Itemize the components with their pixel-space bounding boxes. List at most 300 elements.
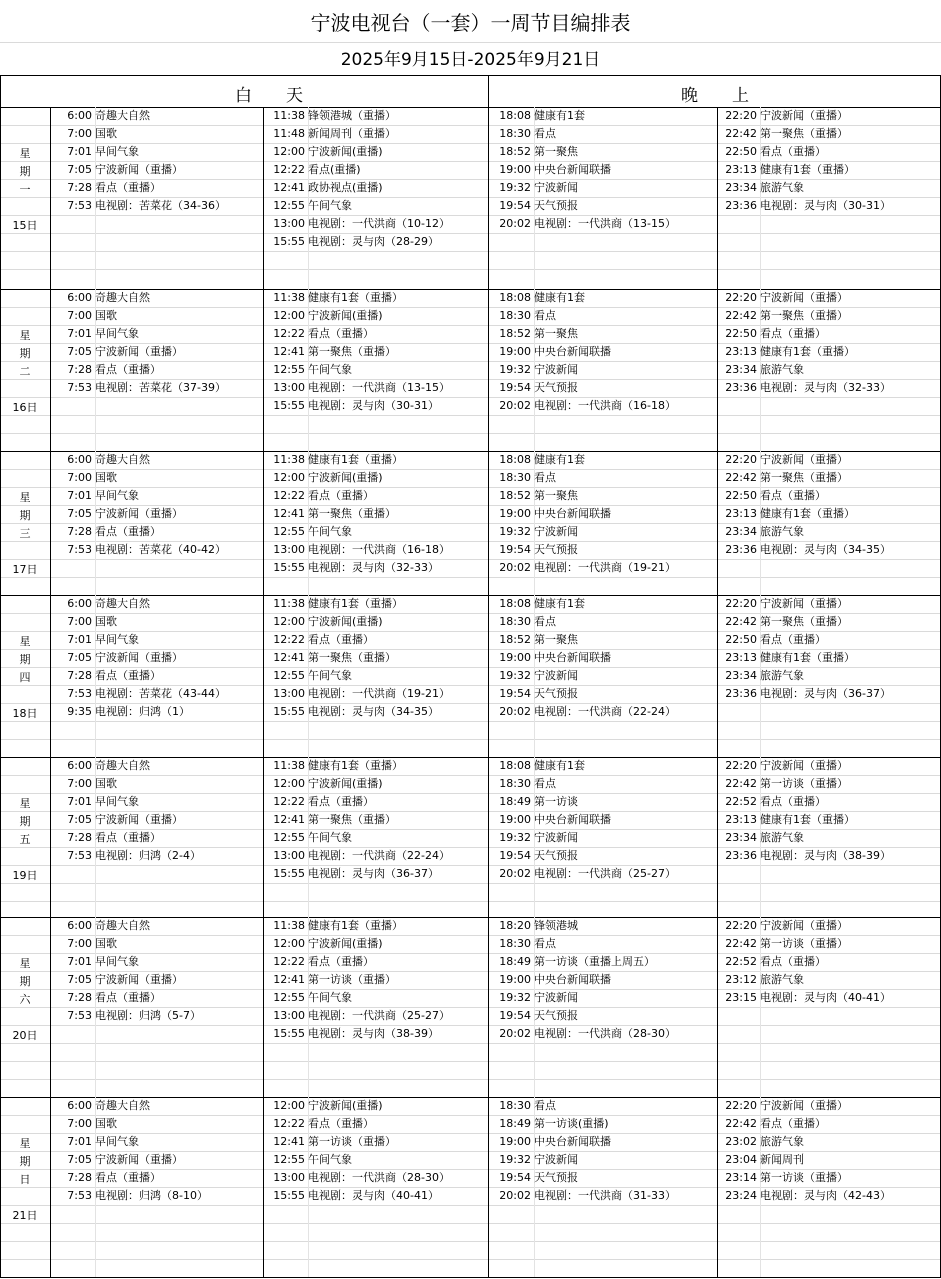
program-name: 宁波新闻（重播）	[760, 919, 848, 932]
weekday-char: 星	[19, 147, 31, 160]
program-time: 7:01	[67, 955, 92, 968]
program-name: 电视剧：一代洪商（13-15）	[308, 381, 450, 394]
program-row	[719, 775, 891, 793]
program-time: 11:38	[273, 597, 305, 610]
program-row	[52, 631, 226, 649]
program-row	[265, 613, 450, 631]
program-row	[719, 1151, 891, 1169]
program-name: 第一访谈	[534, 795, 578, 808]
program-name: 天气预报	[534, 199, 578, 212]
program-row	[265, 289, 450, 307]
program-time: 12:41	[273, 813, 305, 826]
table-border	[717, 107, 718, 1278]
program-name: 电视剧：灵与肉（36-37）	[308, 867, 439, 880]
program-row	[265, 325, 450, 343]
program-time: 19:54	[499, 687, 531, 700]
night-header: 晚 上	[681, 86, 749, 106]
program-time: 15:55	[273, 1189, 305, 1202]
program-row	[491, 361, 676, 379]
program-name: 电视剧：一代洪商（10-12）	[308, 217, 450, 230]
evening-programs	[491, 595, 676, 721]
grid-line	[0, 577, 941, 578]
program-row	[52, 143, 226, 161]
program-time: 11:38	[273, 291, 305, 304]
program-name: 电视剧：灵与肉（34-35）	[760, 543, 891, 556]
grid-line	[0, 269, 941, 270]
program-time: 22:42	[725, 937, 757, 950]
program-time: 22:42	[725, 777, 757, 790]
program-time: 7:00	[67, 127, 92, 140]
program-row	[52, 1169, 208, 1187]
program-name: 看点	[534, 309, 556, 322]
program-row	[265, 307, 450, 325]
program-time: 18:52	[499, 633, 531, 646]
night-programs	[719, 107, 891, 215]
program-name: 国歌	[95, 471, 117, 484]
program-name: 健康有1套	[534, 759, 585, 772]
program-name: 中央台新闻联播	[534, 507, 611, 520]
program-time: 22:52	[725, 795, 757, 808]
program-time: 12:22	[273, 795, 305, 808]
program-row	[491, 161, 676, 179]
program-time: 20:02	[499, 867, 531, 880]
program-row	[52, 829, 201, 847]
program-time: 20:02	[499, 217, 531, 230]
program-time: 12:41	[273, 1135, 305, 1148]
grid-line	[0, 721, 941, 722]
weekday-char: 四	[19, 671, 31, 684]
program-row	[265, 397, 450, 415]
program-name: 看点（重播）	[760, 955, 826, 968]
program-row	[719, 953, 891, 971]
program-name: 看点（重播）	[308, 633, 374, 646]
program-time: 7:05	[67, 345, 92, 358]
noon-programs	[265, 107, 450, 251]
program-row	[719, 1115, 891, 1133]
program-time: 22:42	[725, 471, 757, 484]
program-name: 中央台新闻联播	[534, 345, 611, 358]
program-time: 18:08	[499, 291, 531, 304]
program-row	[719, 989, 891, 1007]
program-row	[52, 1151, 208, 1169]
program-name: 旅游气象	[760, 363, 804, 376]
program-time: 19:32	[499, 1153, 531, 1166]
program-name: 电视剧：苦菜花（34-36）	[95, 199, 226, 212]
program-name: 宁波新闻	[534, 669, 578, 682]
program-time: 19:00	[499, 1135, 531, 1148]
program-time: 7:53	[67, 687, 92, 700]
spacer	[0, 199, 50, 217]
program-name: 看点（重播）	[760, 327, 826, 340]
program-row	[265, 829, 450, 847]
program-row	[719, 469, 891, 487]
program-time: 19:54	[499, 1171, 531, 1184]
program-row	[491, 179, 676, 197]
program-name: 电视剧：归鸿（8-10）	[95, 1189, 208, 1202]
program-row	[491, 865, 676, 883]
program-row	[265, 161, 450, 179]
program-name: 奇趣大自然	[95, 1099, 150, 1112]
program-time: 12:41	[273, 507, 305, 520]
program-row	[265, 703, 450, 721]
program-name: 健康有1套	[534, 597, 585, 610]
program-time: 12:55	[273, 363, 305, 376]
day-label	[0, 489, 50, 579]
weekday-char: 星	[19, 329, 31, 342]
program-row	[52, 161, 226, 179]
program-row	[719, 361, 891, 379]
program-name: 午间气象	[308, 199, 352, 212]
title-divider	[0, 42, 941, 43]
program-row	[52, 793, 201, 811]
spacer	[0, 1009, 50, 1027]
program-name: 电视剧：灵与肉（28-29）	[308, 235, 439, 248]
program-time: 23:02	[725, 1135, 757, 1148]
program-name: 第一访谈（重播）	[760, 1171, 848, 1184]
weekday-char: 期	[19, 347, 31, 360]
program-name: 午间气象	[308, 669, 352, 682]
table-border	[0, 75, 1, 1278]
program-row	[52, 1115, 208, 1133]
program-time: 23:15	[725, 991, 757, 1004]
program-row	[491, 523, 676, 541]
program-time: 7:28	[67, 991, 92, 1004]
program-row	[52, 667, 226, 685]
morning-programs	[52, 451, 226, 559]
program-name: 健康有1套	[534, 453, 585, 466]
program-time: 23:34	[725, 831, 757, 844]
program-time: 20:02	[499, 705, 531, 718]
program-row	[52, 971, 201, 989]
program-name: 宁波新闻(重播)	[308, 145, 383, 158]
program-row	[719, 307, 891, 325]
program-name: 宁波新闻(重播)	[308, 937, 383, 950]
program-row	[719, 649, 891, 667]
spacer	[0, 687, 50, 705]
program-name: 电视剧：灵与肉（40-41）	[308, 1189, 439, 1202]
program-time: 19:00	[499, 813, 531, 826]
program-row	[265, 935, 450, 953]
program-name: 宁波新闻(重播)	[308, 777, 383, 790]
program-name: 午间气象	[308, 831, 352, 844]
program-row	[719, 523, 891, 541]
program-name: 锋领港城（重播）	[308, 109, 396, 122]
program-time: 18:52	[499, 327, 531, 340]
program-row	[719, 917, 891, 935]
program-name: 电视剧：一代洪商（28-30）	[534, 1027, 676, 1040]
program-time: 7:05	[67, 651, 92, 664]
program-time: 23:13	[725, 813, 757, 826]
program-row	[719, 847, 891, 865]
program-name: 宁波新闻（重播）	[95, 163, 183, 176]
program-row	[491, 307, 676, 325]
program-row	[719, 757, 891, 775]
program-time: 7:05	[67, 1153, 92, 1166]
program-time: 18:30	[499, 127, 531, 140]
program-name: 宁波新闻（重播）	[95, 1153, 183, 1166]
program-row	[719, 505, 891, 523]
program-row	[265, 197, 450, 215]
program-time: 12:00	[273, 1099, 305, 1112]
program-time: 22:20	[725, 453, 757, 466]
program-row	[52, 107, 226, 125]
program-row	[52, 505, 226, 523]
program-row	[265, 125, 450, 143]
program-row	[491, 1133, 676, 1151]
program-time: 19:32	[499, 181, 531, 194]
program-time: 12:55	[273, 1153, 305, 1166]
program-name: 健康有1套（重播）	[760, 163, 855, 176]
program-name: 中央台新闻联播	[534, 651, 611, 664]
header-top-border	[0, 75, 941, 76]
program-time: 7:05	[67, 163, 92, 176]
program-time: 6:00	[67, 453, 92, 466]
program-row	[52, 1097, 208, 1115]
program-time: 23:36	[725, 543, 757, 556]
spacer	[0, 381, 50, 399]
program-row	[491, 505, 676, 523]
program-name: 电视剧：一代洪商（31-33）	[534, 1189, 676, 1202]
program-row	[265, 1025, 450, 1043]
morning-programs	[52, 757, 201, 865]
program-name: 天气预报	[534, 849, 578, 862]
program-time: 19:32	[499, 831, 531, 844]
weekday-char: 二	[19, 365, 31, 378]
day-label	[0, 1135, 50, 1225]
program-name: 早间气象	[95, 795, 139, 808]
program-row	[265, 505, 450, 523]
grid-line	[0, 1025, 941, 1026]
program-time: 13:00	[273, 543, 305, 556]
program-name: 午间气象	[308, 363, 352, 376]
program-row	[719, 935, 891, 953]
program-time: 12:55	[273, 991, 305, 1004]
program-time: 22:50	[725, 145, 757, 158]
program-time: 18:30	[499, 615, 531, 628]
program-time: 23:36	[725, 687, 757, 700]
grid-line	[0, 883, 941, 884]
program-time: 20:02	[499, 399, 531, 412]
program-name: 午间气象	[308, 991, 352, 1004]
program-row	[265, 811, 450, 829]
program-time: 12:41	[273, 181, 305, 194]
program-time: 22:20	[725, 1099, 757, 1112]
program-time: 18:08	[499, 109, 531, 122]
program-time: 12:22	[273, 633, 305, 646]
program-row	[52, 757, 201, 775]
program-name: 看点（重播）	[95, 363, 161, 376]
program-time: 23:04	[725, 1153, 757, 1166]
program-row	[491, 143, 676, 161]
program-row	[52, 307, 226, 325]
program-row	[52, 179, 226, 197]
program-name: 看点（重播）	[95, 181, 161, 194]
program-name: 健康有1套（重播）	[308, 597, 403, 610]
program-name: 电视剧：一代洪商（25-27）	[534, 867, 676, 880]
program-name: 奇趣大自然	[95, 759, 150, 772]
program-time: 12:00	[273, 309, 305, 322]
program-name: 宁波新闻	[534, 181, 578, 194]
weekday-char: 一	[19, 183, 31, 196]
day-label	[0, 633, 50, 723]
program-row	[719, 343, 891, 361]
program-time: 12:00	[273, 937, 305, 950]
program-name: 宁波新闻(重播)	[308, 309, 383, 322]
program-row	[265, 865, 450, 883]
program-name: 第一访谈（重播上周五）	[534, 955, 655, 968]
program-name: 第一访谈（重播）	[760, 777, 848, 790]
program-time: 22:50	[725, 633, 757, 646]
program-name: 电视剧：一代洪商（19-21）	[534, 561, 676, 574]
program-time: 12:00	[273, 145, 305, 158]
program-row	[491, 1169, 676, 1187]
morning-programs	[52, 1097, 208, 1205]
program-name: 健康有1套	[534, 291, 585, 304]
program-name: 奇趣大自然	[95, 597, 150, 610]
program-time: 7:00	[67, 777, 92, 790]
program-time: 23:36	[725, 199, 757, 212]
program-time: 22:52	[725, 955, 757, 968]
program-name: 宁波新闻	[534, 363, 578, 376]
program-row	[52, 649, 226, 667]
program-name: 第一聚焦（重播）	[308, 507, 396, 520]
program-row	[491, 757, 676, 775]
program-name: 第一访谈(重播)	[534, 1117, 609, 1130]
program-name: 健康有1套（重播）	[760, 345, 855, 358]
program-row	[265, 107, 450, 125]
program-name: 电视剧：灵与肉（42-43）	[760, 1189, 891, 1202]
grid-line	[0, 433, 941, 434]
program-row	[265, 1133, 450, 1151]
program-row	[491, 487, 676, 505]
program-name: 第一聚焦（重播）	[760, 127, 848, 140]
program-row	[491, 397, 676, 415]
program-row	[491, 811, 676, 829]
program-row	[719, 289, 891, 307]
program-time: 15:55	[273, 561, 305, 574]
program-name: 早间气象	[95, 489, 139, 502]
program-name: 旅游气象	[760, 973, 804, 986]
program-name: 奇趣大自然	[95, 109, 150, 122]
program-time: 22:42	[725, 127, 757, 140]
program-time: 15:55	[273, 705, 305, 718]
program-time: 12:55	[273, 199, 305, 212]
program-name: 电视剧：一代洪商（16-18）	[308, 543, 450, 556]
program-name: 看点（重播）	[95, 1171, 161, 1184]
program-time: 22:50	[725, 327, 757, 340]
program-time: 19:00	[499, 163, 531, 176]
program-time: 18:30	[499, 471, 531, 484]
program-row	[491, 703, 676, 721]
program-name: 电视剧：一代洪商（25-27）	[308, 1009, 450, 1022]
program-time: 13:00	[273, 217, 305, 230]
program-time: 6:00	[67, 1099, 92, 1112]
program-time: 22:20	[725, 919, 757, 932]
program-time: 7:28	[67, 831, 92, 844]
program-row	[52, 953, 201, 971]
program-time: 22:42	[725, 615, 757, 628]
program-name: 国歌	[95, 615, 117, 628]
program-name: 天气预报	[534, 1171, 578, 1184]
program-row	[265, 179, 450, 197]
program-row	[491, 541, 676, 559]
program-name: 奇趣大自然	[95, 919, 150, 932]
program-row	[491, 649, 676, 667]
program-name: 宁波新闻（重播）	[760, 1099, 848, 1112]
program-row	[265, 1115, 450, 1133]
program-row	[52, 541, 226, 559]
noon-programs	[265, 917, 450, 1043]
program-time: 19:00	[499, 345, 531, 358]
program-name: 第一访谈（重播）	[760, 937, 848, 950]
program-row	[52, 1187, 208, 1205]
program-row	[719, 685, 891, 703]
program-time: 7:00	[67, 309, 92, 322]
program-name: 早间气象	[95, 145, 139, 158]
program-time: 23:24	[725, 1189, 757, 1202]
program-name: 电视剧：灵与肉（38-39）	[308, 1027, 439, 1040]
program-time: 23:36	[725, 849, 757, 862]
program-time: 7:00	[67, 937, 92, 950]
program-time: 19:54	[499, 849, 531, 862]
program-row	[491, 1115, 676, 1133]
night-programs	[719, 757, 891, 865]
program-name: 电视剧：一代洪商（13-15）	[534, 217, 676, 230]
program-time: 15:55	[273, 235, 305, 248]
day-label	[0, 955, 50, 1045]
program-row	[491, 1025, 676, 1043]
program-name: 宁波新闻	[534, 525, 578, 538]
program-name: 看点（重播）	[308, 489, 374, 502]
program-time: 23:34	[725, 181, 757, 194]
program-row	[52, 487, 226, 505]
program-name: 天气预报	[534, 543, 578, 556]
program-time: 7:00	[67, 1117, 92, 1130]
program-row	[52, 451, 226, 469]
program-name: 电视剧：灵与肉（30-31）	[760, 199, 891, 212]
program-name: 新闻周刊（重播）	[308, 127, 396, 140]
program-row	[52, 595, 226, 613]
program-row	[52, 703, 226, 721]
weekday-char: 星	[19, 491, 31, 504]
program-row	[52, 343, 226, 361]
program-name: 早间气象	[95, 633, 139, 646]
program-row	[52, 325, 226, 343]
program-name: 宁波新闻(重播)	[308, 1099, 383, 1112]
program-row	[491, 989, 676, 1007]
program-row	[719, 143, 891, 161]
program-time: 11:38	[273, 109, 305, 122]
program-row	[52, 917, 201, 935]
program-name: 看点（重播）	[760, 795, 826, 808]
program-time: 23:13	[725, 651, 757, 664]
program-time: 6:00	[67, 291, 92, 304]
noon-programs	[265, 595, 450, 721]
program-row	[265, 143, 450, 161]
day-date: 20日	[12, 1029, 38, 1042]
program-row	[265, 757, 450, 775]
program-name: 宁波新闻（重播）	[95, 507, 183, 520]
program-row	[265, 685, 450, 703]
program-row	[265, 1169, 450, 1187]
program-row	[491, 451, 676, 469]
program-row	[719, 971, 891, 989]
program-name: 国歌	[95, 1117, 117, 1130]
program-time: 12:00	[273, 777, 305, 790]
program-time: 13:00	[273, 1171, 305, 1184]
program-name: 第一访谈（重播）	[308, 1135, 396, 1148]
program-row	[265, 631, 450, 649]
